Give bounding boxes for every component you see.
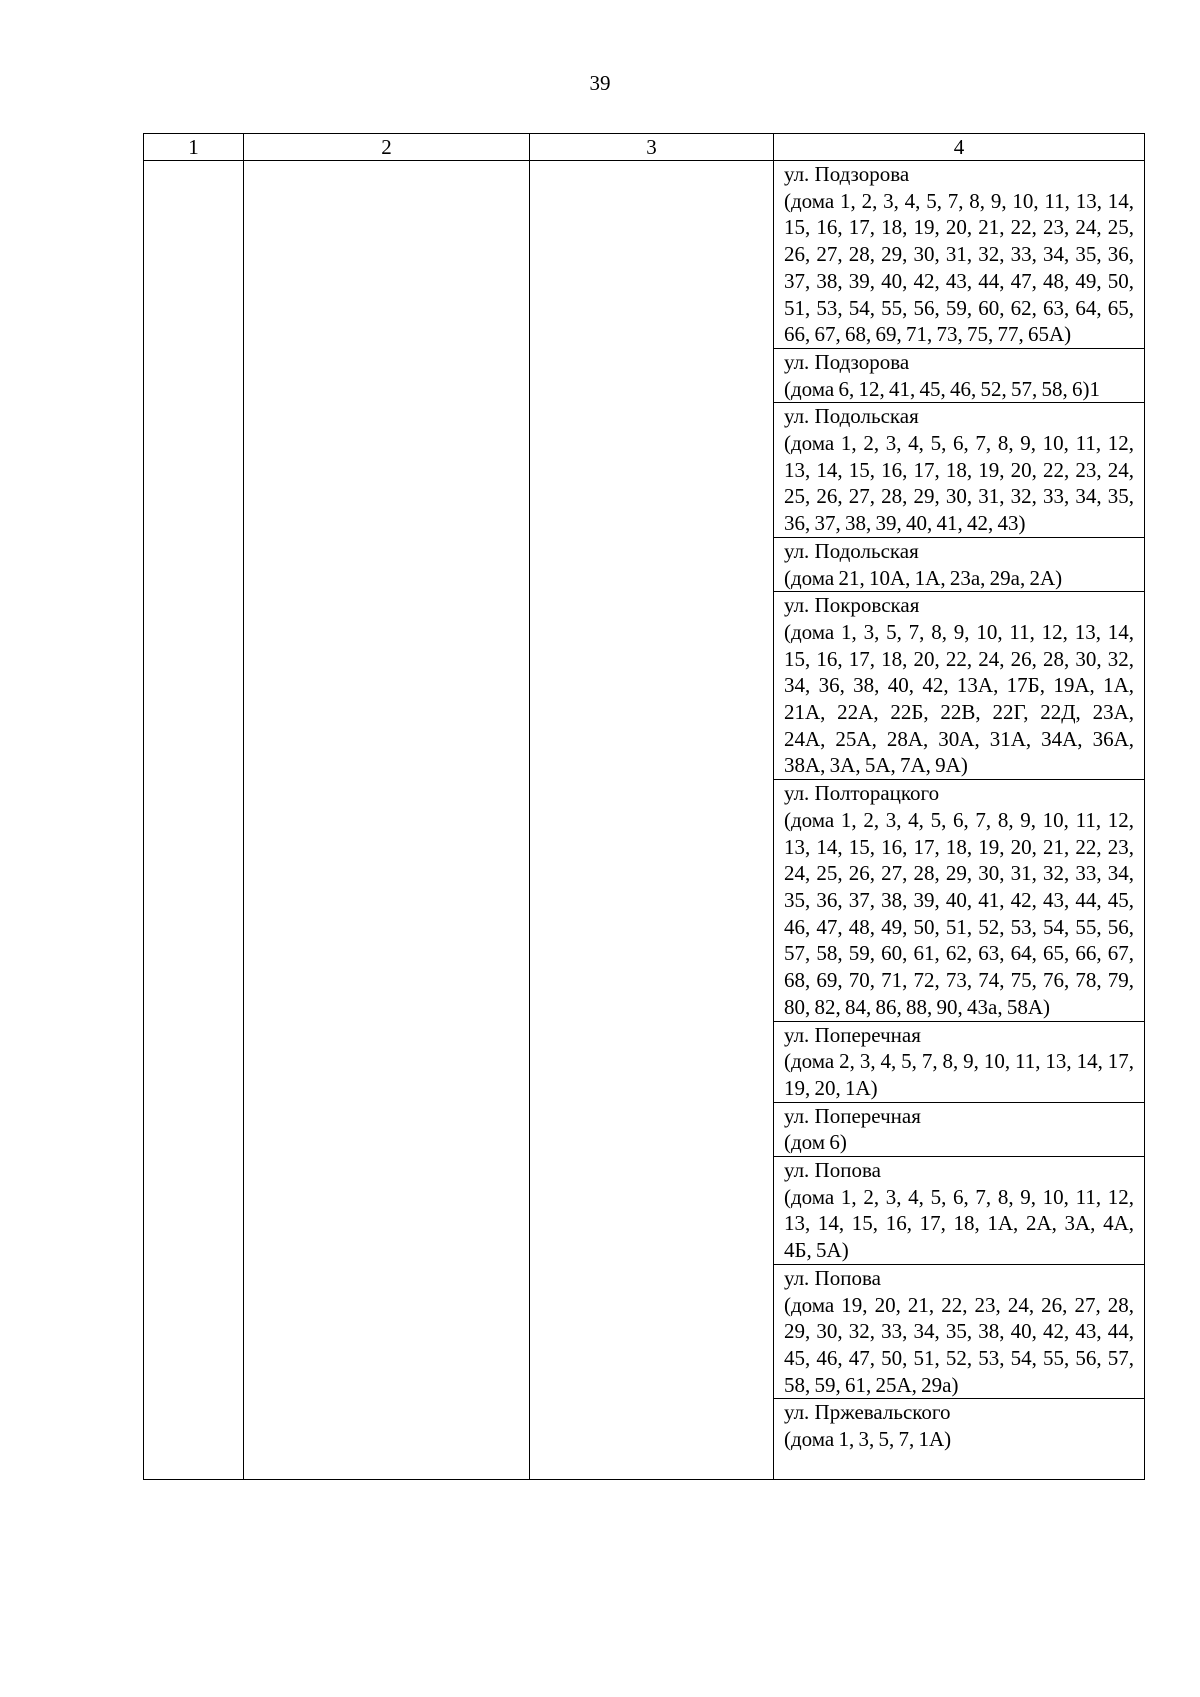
column-header-3: 3 (530, 134, 774, 161)
cell-column-1 (144, 161, 244, 1480)
street-name: ул. Поперечная (784, 1022, 921, 1047)
street-entry (774, 1399, 1144, 1479)
street-name: ул. Полторацкого (784, 781, 940, 806)
page-number: 39 (589, 71, 611, 95)
street-entry (774, 1157, 1144, 1265)
street-name: ул. Подзорова (784, 349, 910, 374)
cell-column-3 (530, 161, 774, 1480)
street-name: ул. Подольская (784, 538, 919, 563)
street-entry (774, 161, 1144, 349)
house-numbers: (дома 1, 2, 3, 4, 5, 6, 7, 8, 9, 10, 11, 12, 13, 14, 15, 16, 17, 18, 19, 20, 21, 22, 23, 24, 25, 26, 27, 28, 29, 30, 31, 32, 33, 34, 35, 36, 37, 38, 39, 40, 41, 42, 43, 44, 45, 46, 47, 48, 49, 50, 51, 52, 53, 54, 55, 56, 57, 58, 59, 60, 61, 62, 63, 64, 65, 66, 67, 68, 69, 70, 71, 72, 73, 74, 75, 76, 78, 79, 80, 82, 84, 86, 88, 90, 43а, 58А) (784, 807, 1134, 1019)
table-row (144, 161, 1145, 1480)
cell-column-4 (774, 161, 1145, 1480)
street-entry (774, 403, 1144, 538)
house-numbers: (дома 1, 2, 3, 4, 5, 6, 7, 8, 9, 10, 11, 12, 13, 14, 15, 16, 17, 18, 1А, 2А, 3А, 4А, 4Б, 5А) (784, 1184, 1134, 1263)
street-entry (774, 1103, 1144, 1157)
house-numbers: (дома 1, 3, 5, 7, 8, 9, 10, 11, 12, 13, 14, 15, 16, 17, 18, 20, 22, 24, 26, 28, 30, 32, 34, 36, 38, 40, 42, 13А, 17Б, 19А, 1А, 21А, 22А, 22Б, 22В, 22Г, 22Д, 23А, 24А, 25А, 28А, 30А, 31А, 34А, 36А, 38А, 3А, 5А, 7А, 9А) (784, 619, 1134, 778)
street-entry (774, 1022, 1144, 1103)
column-header-2: 2 (244, 134, 530, 161)
street-name: ул. Попова (784, 1265, 881, 1290)
street-entry (774, 780, 1144, 1021)
house-numbers: (дома 1, 2, 3, 4, 5, 6, 7, 8, 9, 10, 11, 12, 13, 14, 15, 16, 17, 18, 19, 20, 22, 23, 24, 25, 26, 27, 28, 29, 30, 31, 32, 33, 34, 35, 36, 37, 38, 39, 40, 41, 42, 43) (784, 431, 1134, 536)
house-numbers: (дома 19, 20, 21, 22, 23, 24, 26, 27, 28, 29, 30, 32, 33, 34, 35, 38, 40, 42, 43, 44, 45, 46, 47, 50, 51, 52, 53, 54, 55, 56, 57, 58, 59, 61, 25А, 29а) (784, 1292, 1134, 1397)
street-name: ул. Покровская (784, 593, 920, 618)
address-table (143, 133, 1145, 1480)
street-name: ул. Пржевальского (784, 1400, 951, 1425)
house-numbers: (дом 6) (784, 1130, 847, 1155)
cell-column-2 (244, 161, 530, 1480)
house-numbers: (дома 1, 2, 3, 4, 5, 7, 8, 9, 10, 11, 13, 14, 15, 16, 17, 18, 19, 20, 21, 22, 23, 24, 25, 26, 27, 28, 29, 30, 31, 32, 33, 34, 35, 36, 37, 38, 39, 40, 42, 43, 44, 47, 48, 49, 50, 51, 53, 54, 55, 56, 59, 60, 62, 63, 64, 65, 66, 67, 68, 69, 71, 73, 75, 77, 65А) (784, 188, 1134, 347)
house-numbers: (дома 6, 12, 41, 45, 46, 52, 57, 58, 6)1 (784, 376, 1100, 401)
table-header-row (144, 134, 1145, 161)
house-numbers: (дома 2, 3, 4, 5, 7, 8, 9, 10, 11, 13, 14, 17, 19, 20, 1А) (784, 1049, 1134, 1100)
street-entry (774, 592, 1144, 780)
house-numbers: (дома 21, 10А, 1А, 23а, 29а, 2А) (784, 565, 1063, 590)
column-header-4: 4 (774, 134, 1145, 161)
column-header-1: 1 (144, 134, 244, 161)
street-name: ул. Подольская (784, 404, 919, 429)
street-name: ул. Попова (784, 1158, 881, 1183)
street-entry (774, 1265, 1144, 1400)
street-name: ул. Подзорова (784, 162, 910, 186)
street-name: ул. Поперечная (784, 1103, 921, 1128)
street-entry (774, 349, 1144, 403)
house-numbers: (дома 1, 3, 5, 7, 1А) (784, 1427, 952, 1452)
street-entry (774, 538, 1144, 592)
